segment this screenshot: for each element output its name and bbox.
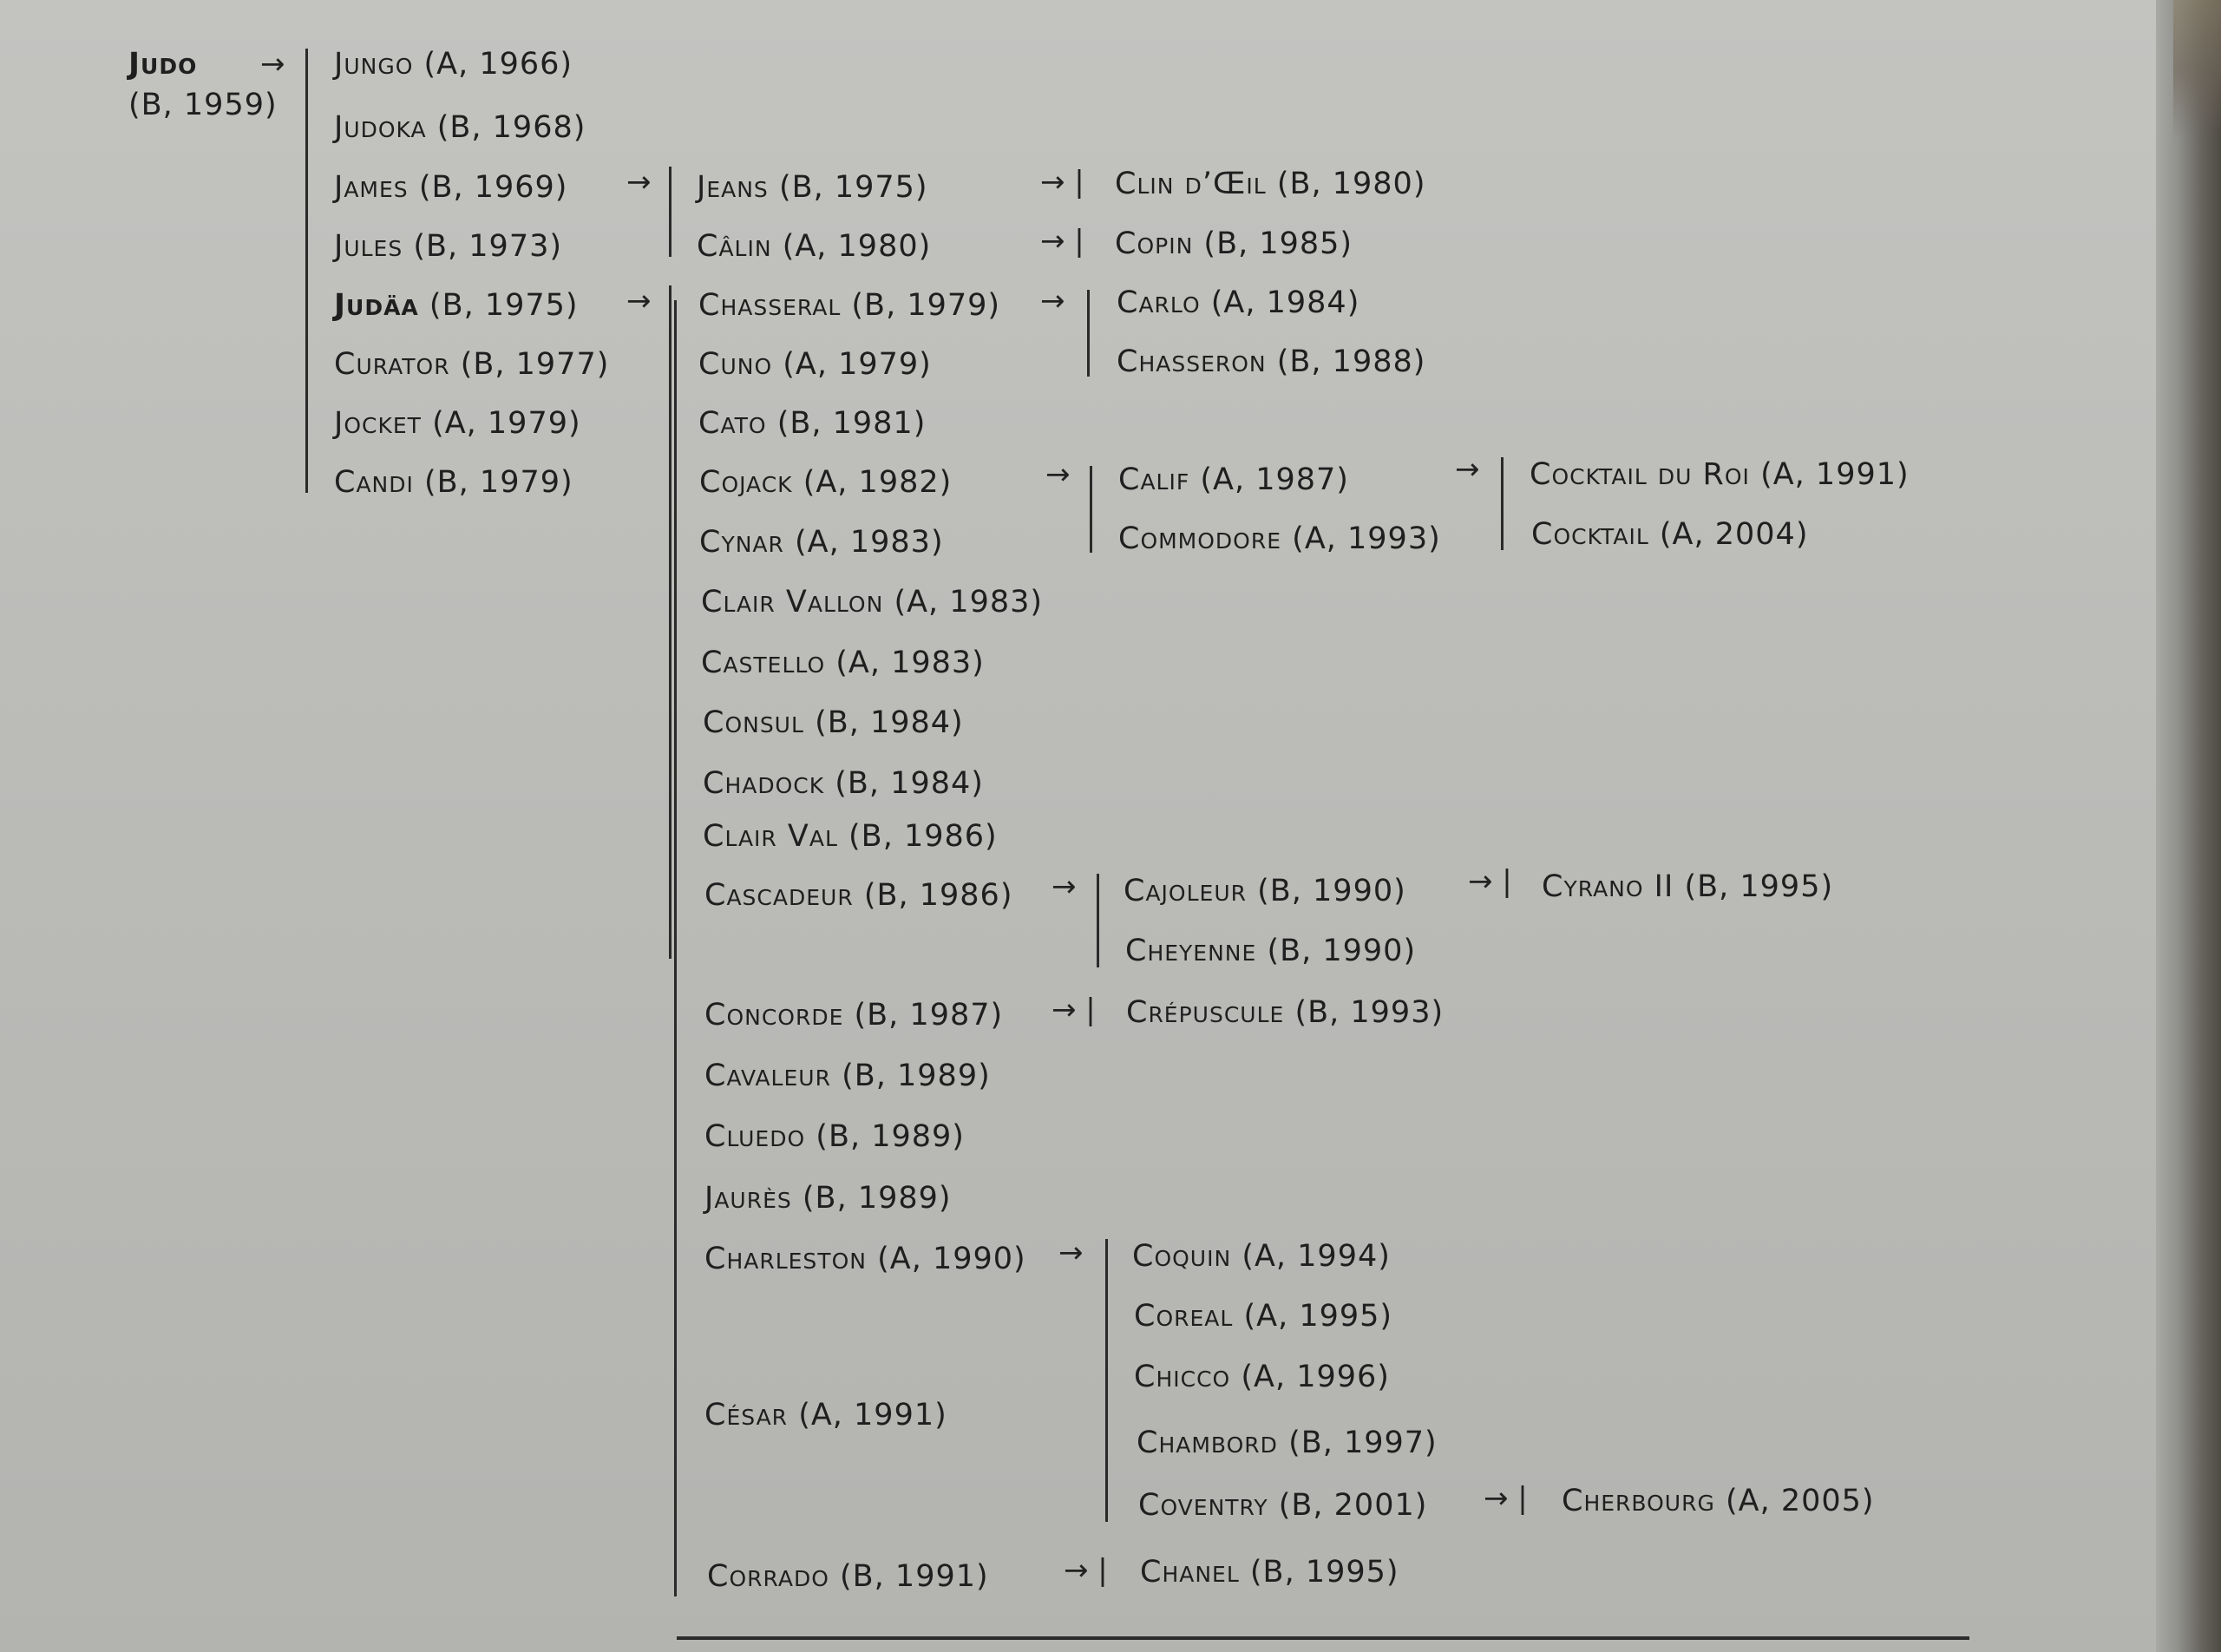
entry-name: Candi xyxy=(334,465,414,500)
entry-cocktail-du-roi xyxy=(1530,457,1910,492)
entry-meta: (B, 1989) xyxy=(802,1181,952,1216)
entry-cheyenne xyxy=(1125,934,1416,968)
entry-name: Chambord xyxy=(1137,1426,1278,1460)
entry-name: Cojack xyxy=(699,465,793,500)
entry-meta: (A, 1983) xyxy=(894,585,1044,620)
arrow-icon: → xyxy=(1058,1236,1084,1270)
entry-name: Chadock xyxy=(703,766,825,801)
entry-chanel xyxy=(1140,1555,1399,1590)
entry-meta: (B, 1990) xyxy=(1257,874,1406,908)
entry-coventry xyxy=(1138,1488,1427,1523)
entry-coreal xyxy=(1134,1299,1392,1334)
entry-meta: (B, 1984) xyxy=(835,766,984,801)
entry-cesar xyxy=(704,1398,947,1432)
entry-meta: (A, 1993) xyxy=(1292,521,1441,556)
entry-cynar xyxy=(699,525,944,560)
entry-meta: (B, 1975) xyxy=(429,288,579,323)
entry-name: Cuno xyxy=(698,347,773,382)
arrow-icon: → xyxy=(1045,457,1071,492)
entry-meta: (A, 1990) xyxy=(877,1242,1026,1276)
entry-name: Commodore xyxy=(1118,521,1282,556)
entry-meta: (B, 1986) xyxy=(848,819,998,854)
entry-name: Coventry xyxy=(1138,1488,1268,1523)
entry-jeans xyxy=(697,170,928,205)
entry-meta: (B, 1989) xyxy=(842,1059,991,1093)
entry-meta: (A, 1983) xyxy=(835,646,985,680)
entry-cascadeur xyxy=(704,878,1012,913)
entry-name: Cajoleur xyxy=(1124,874,1247,908)
entry-calif xyxy=(1118,462,1349,497)
entry-name: Cyrano II xyxy=(1542,869,1674,904)
entry-chasseral xyxy=(698,288,1000,323)
entry-cocktail xyxy=(1531,517,1808,552)
entry-jocket xyxy=(334,406,581,441)
entry-meta: (A, 1994) xyxy=(1242,1239,1391,1274)
entry-name: Corrado xyxy=(707,1559,829,1594)
entry-name: Chicco xyxy=(1134,1360,1231,1394)
entry-name: Clair Vallon xyxy=(701,585,884,620)
arrow-icon: → | xyxy=(1468,864,1512,899)
bracket-line xyxy=(1105,1239,1108,1522)
entry-meta: (B, 1990) xyxy=(1267,934,1417,968)
entry-meta: (B, 1991) xyxy=(840,1559,989,1594)
entry-cyrano-ii xyxy=(1542,869,1833,904)
bracket-line xyxy=(1097,874,1099,967)
entry-meta: (A, 1966) xyxy=(423,47,573,82)
entry-meta: (B, 1988) xyxy=(1276,344,1426,379)
entry-name: Coreal xyxy=(1134,1299,1234,1334)
entry-meta: (A, 1980) xyxy=(782,229,932,264)
entry-name: Carlo xyxy=(1117,285,1201,320)
entry-name: Cherbourg xyxy=(1562,1484,1715,1518)
entry-cajoleur xyxy=(1124,874,1406,908)
entry-cherbourg xyxy=(1562,1484,1875,1518)
entry-cluedo xyxy=(704,1119,965,1154)
page-rule xyxy=(677,1636,1969,1640)
entry-meta: (B, 1969) xyxy=(418,170,568,205)
entry-meta: (B, 1980) xyxy=(1276,167,1426,201)
entry-name: Cynar xyxy=(699,525,784,560)
entry-name: Cocktail xyxy=(1531,517,1649,552)
entry-name: Crépuscule xyxy=(1126,995,1285,1030)
entry-name: Cascadeur xyxy=(704,878,854,913)
entry-meta: (A, 1991) xyxy=(1760,457,1910,492)
entry-meta: (A, 1984) xyxy=(1210,285,1360,320)
entry-name: Clair Val xyxy=(703,819,838,854)
entry-meta: (B, 1987) xyxy=(854,998,1004,1032)
entry-name: Jaurès xyxy=(704,1181,792,1216)
entry-chicco xyxy=(1134,1360,1390,1394)
entry-meta: (A, 2005) xyxy=(1725,1484,1875,1518)
bracket-line xyxy=(1501,457,1504,550)
entry-jaures xyxy=(704,1181,952,1216)
root-meta: (B, 1959) xyxy=(128,88,278,122)
page-edge xyxy=(2156,0,2221,1652)
entry-commodore xyxy=(1118,521,1441,556)
entry-judoka xyxy=(334,110,586,145)
entry-meta: (B, 1989) xyxy=(816,1119,965,1154)
entry-cojack xyxy=(699,465,952,500)
entry-name: Castello xyxy=(701,646,826,680)
bracket-line xyxy=(669,167,672,257)
arrow-icon: → | xyxy=(1064,1553,1108,1588)
entry-meta: (B, 1997) xyxy=(1288,1426,1438,1460)
entry-name: Judäa xyxy=(334,288,419,323)
entry-coquin xyxy=(1132,1239,1391,1274)
entry-name: Judoka xyxy=(334,110,427,145)
entry-meta: (B, 1995) xyxy=(1249,1555,1399,1590)
root-name: Judo xyxy=(128,47,198,82)
entry-meta: (A, 1983) xyxy=(795,525,944,560)
entry-judaa xyxy=(334,288,579,323)
entry-concorde xyxy=(704,998,1003,1032)
bracket-line xyxy=(674,300,677,1596)
entry-name: Clin d’Œil xyxy=(1115,167,1267,201)
entry-candi xyxy=(334,465,573,500)
arrow-icon: → xyxy=(626,165,652,200)
entry-meta: (B, 1985) xyxy=(1203,226,1353,261)
entry-chambord xyxy=(1137,1426,1438,1460)
page-edge-shadow xyxy=(2173,0,2221,139)
entry-name: Câlin xyxy=(697,229,772,264)
entry-meta: (A, 1995) xyxy=(1243,1299,1393,1334)
entry-crepuscule xyxy=(1126,995,1444,1030)
entry-jules xyxy=(334,229,562,264)
bracket-line xyxy=(1087,290,1090,377)
entry-name: Chasseral xyxy=(698,288,842,323)
entry-meta: (A, 1996) xyxy=(1241,1360,1390,1394)
entry-name: Chanel xyxy=(1140,1555,1240,1590)
arrow-icon: → xyxy=(1052,869,1077,904)
entry-meta: (B, 1968) xyxy=(436,110,586,145)
entry-castello xyxy=(701,646,985,680)
arrow-icon: → | xyxy=(1040,224,1084,259)
arrow-icon: → xyxy=(1040,284,1065,318)
entry-meta: (B, 1981) xyxy=(776,406,927,441)
entry-name: Chasseron xyxy=(1117,344,1267,379)
entry-meta: (A, 1982) xyxy=(803,465,953,500)
entry-meta: (A, 1979) xyxy=(783,347,932,382)
entry-name: Cheyenne xyxy=(1125,934,1257,968)
entry-name: Consul xyxy=(703,705,804,740)
entry-corrado xyxy=(707,1559,989,1594)
entry-name: Cavaleur xyxy=(704,1059,831,1093)
entry-name: Cluedo xyxy=(704,1119,806,1154)
entry-name: Concorde xyxy=(704,998,844,1032)
entry-meta: (A, 2004) xyxy=(1659,517,1809,552)
entry-copin xyxy=(1115,226,1353,261)
entry-charleston xyxy=(704,1242,1026,1276)
entry-clin-doeil xyxy=(1115,167,1425,201)
entry-chasseron xyxy=(1117,344,1425,379)
entry-cavaleur xyxy=(704,1059,991,1093)
entry-cato xyxy=(698,406,926,441)
entry-meta: (B, 1986) xyxy=(863,878,1013,913)
entry-clair-vallon xyxy=(701,585,1043,620)
entry-cuno xyxy=(698,347,932,382)
entry-meta: (A, 1979) xyxy=(432,406,581,441)
entry-name: Jocket xyxy=(334,406,422,441)
bracket-line xyxy=(669,285,672,959)
entry-name: Cato xyxy=(698,406,767,441)
entry-meta: (B, 1979) xyxy=(424,465,573,500)
entry-meta: (A, 1991) xyxy=(798,1398,947,1432)
entry-meta: (B, 1979) xyxy=(851,288,1001,323)
entry-meta: (B, 1995) xyxy=(1684,869,1834,904)
arrow-icon: → xyxy=(626,284,652,318)
entry-name: James xyxy=(334,170,409,205)
entry-name: Copin xyxy=(1115,226,1194,261)
entry-chadock xyxy=(703,766,984,801)
entry-clair-val xyxy=(703,819,998,854)
entry-meta: (B, 1993) xyxy=(1294,995,1445,1030)
entry-meta: (B, 1984) xyxy=(815,705,964,740)
entry-name: Curator xyxy=(334,347,450,382)
arrow-icon: → | xyxy=(1484,1481,1528,1516)
entry-name: Charleston xyxy=(704,1242,867,1276)
entry-curator xyxy=(334,347,609,382)
entry-name: Jungo xyxy=(334,47,414,82)
entry-carlo xyxy=(1117,285,1359,320)
entry-jungo xyxy=(334,47,573,82)
entry-meta: (B, 1975) xyxy=(778,170,928,205)
entry-meta: (B, 1977) xyxy=(460,347,610,382)
entry-calin xyxy=(697,229,931,264)
entry-name: Coquin xyxy=(1132,1239,1232,1274)
arrow-icon: → | xyxy=(1052,993,1096,1027)
entry-consul xyxy=(703,705,964,740)
entry-james xyxy=(334,170,567,205)
entry-meta: (B, 1973) xyxy=(413,229,563,264)
entry-name: César xyxy=(704,1398,789,1432)
arrow-icon: → xyxy=(1455,452,1480,487)
entry-name: Jeans xyxy=(697,170,769,205)
entry-meta: (B, 2001) xyxy=(1278,1488,1428,1523)
bracket-line xyxy=(305,49,308,493)
entry-name: Cocktail du Roi xyxy=(1530,457,1750,492)
arrow-icon: → | xyxy=(1040,165,1084,200)
bracket-line xyxy=(1090,466,1092,553)
entry-name: Jules xyxy=(334,229,403,264)
entry-meta: (A, 1987) xyxy=(1200,462,1349,497)
entry-name: Calif xyxy=(1118,462,1190,497)
arrow-icon: → xyxy=(260,47,285,82)
